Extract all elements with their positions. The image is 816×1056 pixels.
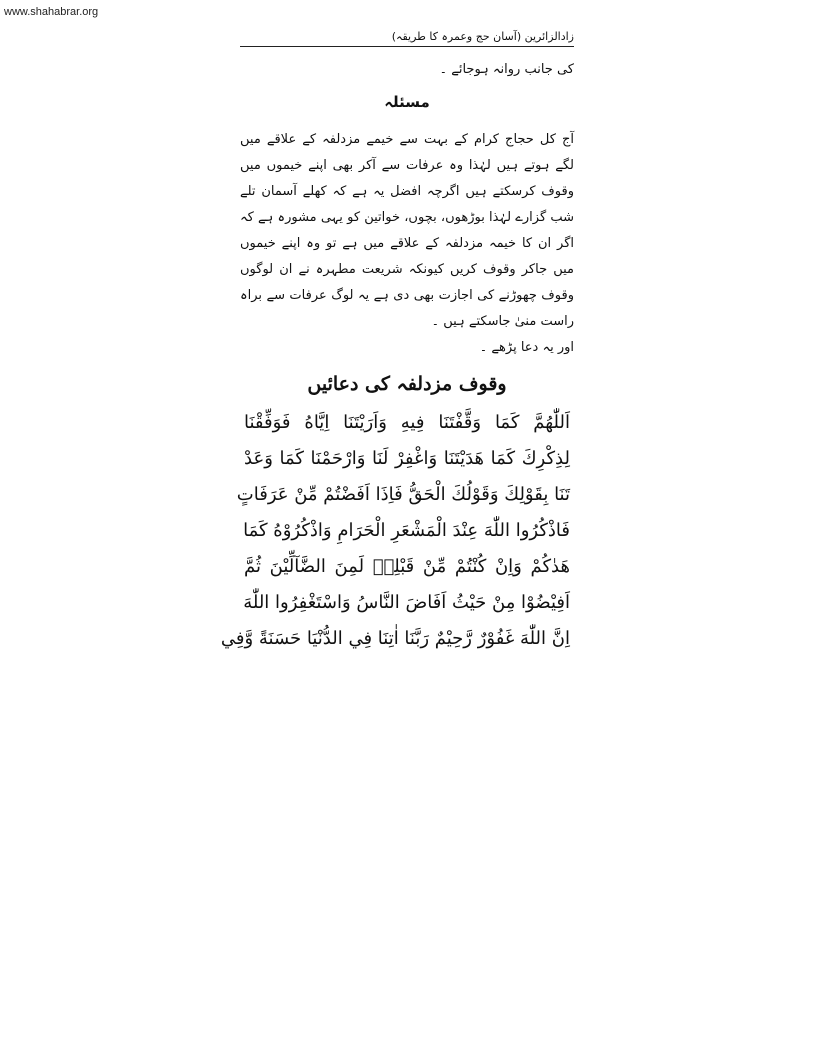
- dua-text-block: [220, 405, 574, 657]
- dua-line: اَللّٰهُمَّ كَمَا وَقَّفْتَنَا فِيهِ وَاَرَيْتَنَا اِيَّاهُ فَوَفِّقْنَا: [244, 412, 570, 433]
- masala-heading: مسئلہ: [384, 93, 430, 111]
- dua-line: اَفِيْضُوْا مِنْ حَيْثُ اَفَاضَ النَّاسُ وَاسْتَغْفِرُوا اللّٰهَ: [243, 592, 570, 613]
- page-content: [220, 28, 574, 657]
- dua-heading: وقوف مزدلفہ کی دعائیں: [307, 373, 507, 395]
- closing-line: اور یہ دعا پڑھے ۔: [479, 340, 574, 355]
- running-header: زادالزائرین (آسان حج وعمرہ کا طریقہ): [240, 28, 574, 47]
- masala-paragraph: آج کل حجاج کرام کے بہت سے خیمے مزدلفہ کے علاقے میں لگے ہوتے ہیں لہٰذا وہ عرفات سے آکر بھی اپنے خیموں میں وقوف کرسکتے ہیں اگرچہ افضل یہ ہے کہ کھلے آسمان تلے شب گزارے لہٰذا بوڑھوں، بچوں، خواتین کو یہی مشورہ ہے کہ اگر ان کا خیمہ مزدلفہ کے علاقے میں ہے تو وہ اپنے خیموں میں جاکر وقوف کریں کیونکہ شریعت مطہرہ نے ان لوگوں وقوف چھوڑنے کی اجازت بھی دی ہے یہ لوگ عرفات سے براہ راست منیٰ جاسکتے ہیں ۔: [240, 132, 574, 329]
- body-text: [240, 57, 574, 361]
- dua-line: تَنَا بِقَوْلِكَ وَقَوْلُكَ الْحَقُّ فَاِذَا اَفَضْتُمْ مِّنْ عَرَفَاتٍ: [236, 484, 570, 505]
- lead-line: کی جانب روانہ ہوجائے ۔: [439, 62, 574, 77]
- dua-line: فَاذْكُرُوا اللّٰهَ عِنْدَ الْمَشْعَرِ الْحَرَامِ وَاذْكُرُوْهُ كَمَا: [243, 520, 570, 541]
- dua-line: لِذِكْرِكَ كَمَا هَدَيْتَنَا وَاغْفِرْ لَنَا وَارْحَمْنَا كَمَا وَعَدْ: [244, 448, 570, 469]
- dua-line: اِنَّ اللّٰهَ غَفُوْرٌ رَّحِيْمٌ رَبَّنَا اٰتِنَا فِي الدُّنْيَا حَسَنَةً وَّفِي: [220, 628, 570, 649]
- site-url: www.shahabrar.org: [4, 6, 99, 18]
- dua-line: هَدٰكُمْ وَاِنْ كُنْتُمْ مِّنْ قَبْلِهٖ لَمِنَ الضَّآلِّيْنَ ثُمَّ: [244, 556, 570, 577]
